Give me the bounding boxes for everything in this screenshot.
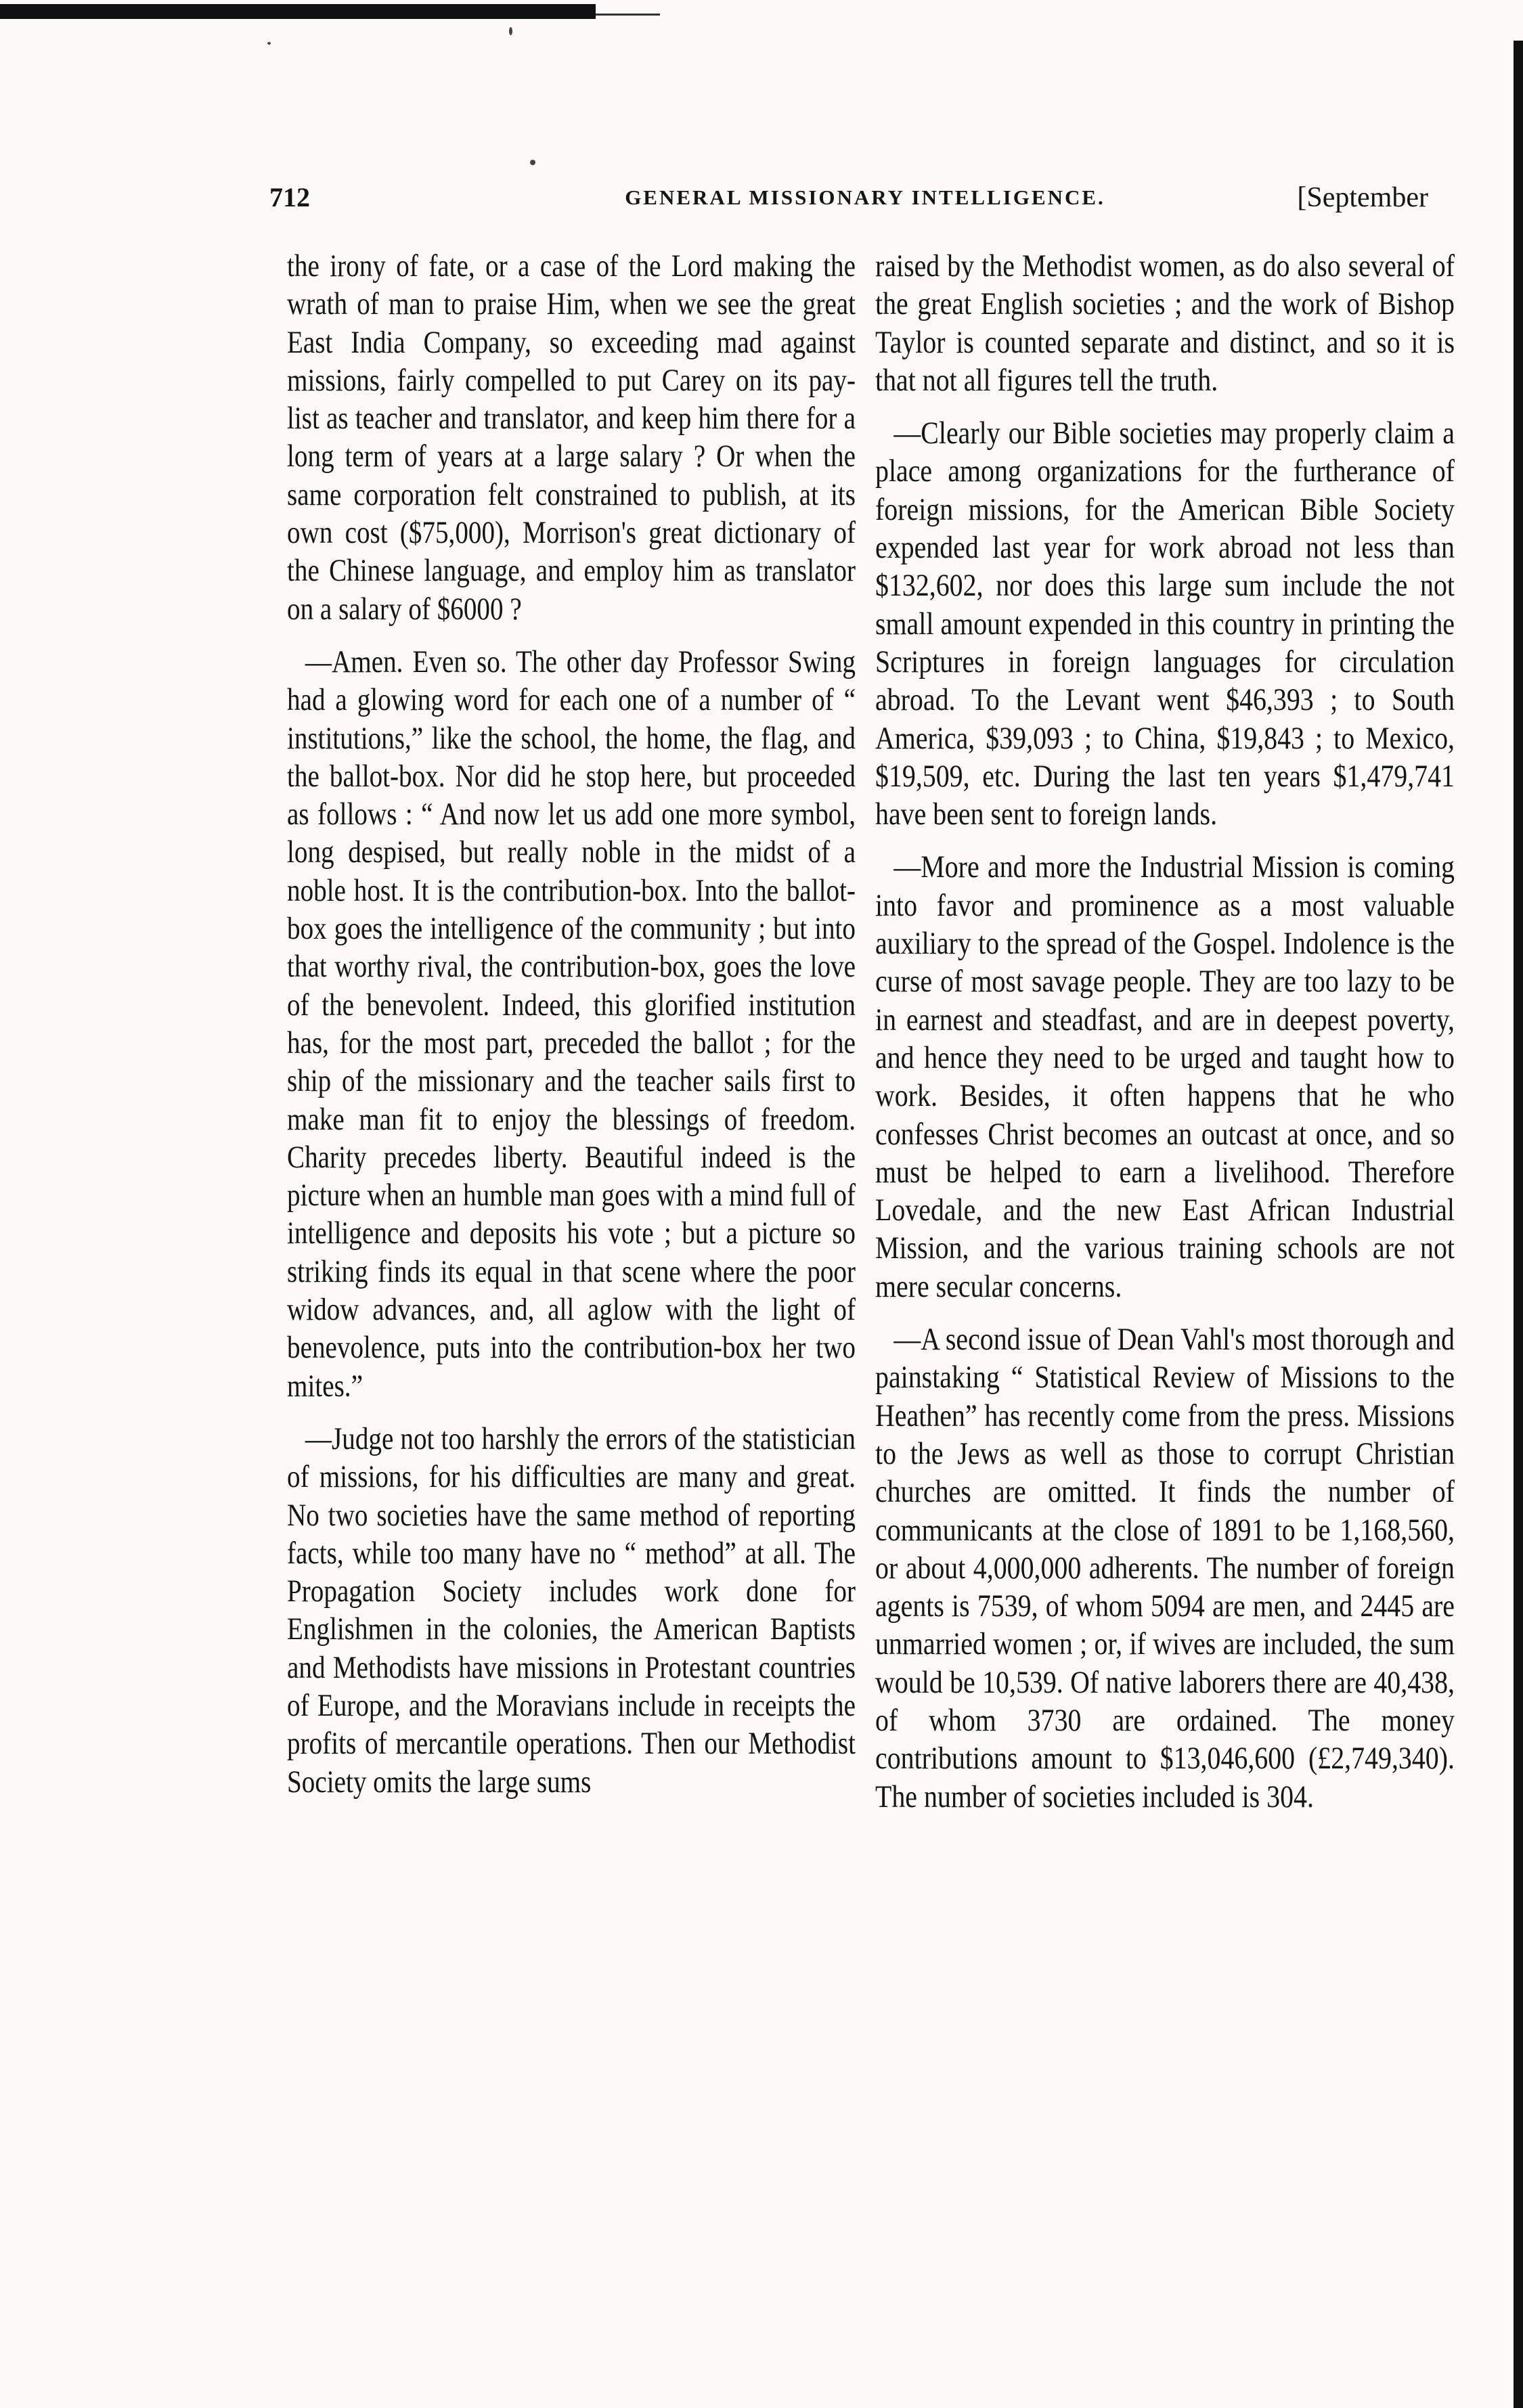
paragraph: raised by the Methodist women, as do also several of the great English societies ; and the work of Bishop Taylor is counted separate and distinct, and so it is that not all figures tell the truth. xyxy=(875,248,1455,398)
scan-speck xyxy=(267,42,271,45)
top-scan-rule-thin xyxy=(596,14,660,16)
paragraph: —Amen. Even so. The other day Professor Swing had a glowing word for each one of a number of “ institutions,” like the school, the home, the flag, and the ballot-box. Nor did he stop here, but proceeded as follows : “ And now let us add one more symbol, long despised, but really noble in the midst of a noble host. It is the contribution-box. Into the ballot-box goes the intelligence of the community ; but into that worthy rival, the contribution-box, goes the love of the benevolent. Indeed, this glorified institution has, for the most part, preceded the ballot ; for the ship of the missionary and the teacher sails first to make man fit to enjoy the blessings of freedom. Charity precedes liberty. Beautiful indeed is the picture when an humble man goes with a mind full of intelligence and deposits his vote ; but a picture so striking finds its equal in that scene where the poor widow advances, and, all aglow with the light of benevolence, puts into the contribution-box her two mites.” xyxy=(287,644,856,1404)
paragraph: —A second issue of Dean Vahl's most thorough and painstaking “ Statistical Review of Missions to the Heathen” has recently come from the press. Missions to the Jews as well as those to corrupt Christian churches are omitted. It finds the number of communicants at the close of 1891 to be 1,168,560, or about 4,000,000 adherents. The number of foreign agents is 7539, of whom 5094 are men, and 2445 are unmarried women ; or, if wives are included, the sum would be 10,539. Of native laborers there are 40,438, of whom 3730 are ordained. The money contributions amount to $13,046,600 (£2,749,340). The number of societies included is 304. xyxy=(875,1322,1455,1814)
running-header xyxy=(269,177,1428,218)
scan-speck xyxy=(530,160,535,165)
month-label: [September xyxy=(1297,182,1428,213)
left-column xyxy=(287,247,856,1801)
top-scan-rule xyxy=(0,4,596,19)
paragraph: the irony of fate, or a case of the Lord making the wrath of man to praise Him, when we see the great East India Company, so exceeding mad against missions, fairly compelled to put Carey on its pay-list as teacher and translator, and keep him there for a long term of years at a large salary ? Or when the same corporation felt constrained to publish, at its own cost ($75,000), Morrison's great dictionary of the Chinese language, and employ him as translator on a salary of $6000 ? xyxy=(287,248,856,627)
paragraph: —Judge not too harshly the errors of the statistician of missions, for his difficulties are many and great. No two societies have the same method of reporting facts, while too many have no “ method” at all. The Propagation Society includes work done for Englishmen in the colonies, the American Baptists and Methodists have missions in Protestant countries of Europe, and the Moravians include in receipts the profits of mercantile operations. Then our Methodist Society omits the large sums xyxy=(287,1421,856,1800)
paragraph: —Clearly our Bible societies may properly claim a place among organizations for the furtherance of foreign missions, for the American Bible Society expended last year for work abroad not less than $132,602, nor does this large sum include the not small amount expended in this country in printing the Scriptures in foreign languages for circulation abroad. To the Levant went $46,393 ; to South America, $39,093 ; to China, $19,843 ; to Mexico, $19,509, etc. During the last ten years $1,479,741 have been sent to foreign lands. xyxy=(875,416,1455,832)
right-column xyxy=(875,247,1455,1816)
page-number: 712 xyxy=(269,182,310,213)
paragraph: —More and more the Industrial Mission is coming into favor and prominence as a most valuable auxiliary to the spread of the Gospel. Indolence is the curse of most savage people. They are too lazy to be in earnest and steadfast, and are in deepest poverty, and hence they need to be urged and taught how to work. Besides, it often happens that he who confesses Christ becomes an outcast at once, and so must be helped to earn a livelihood. Therefore Lovedale, and the new East African Industrial Mission, and the various training schools are not mere secular concerns. xyxy=(875,849,1455,1304)
running-title: GENERAL MISSIONARY INTELLIGENCE. xyxy=(625,185,1105,209)
page-edge-shadow xyxy=(1514,41,1523,2408)
scan-speck xyxy=(509,27,512,35)
